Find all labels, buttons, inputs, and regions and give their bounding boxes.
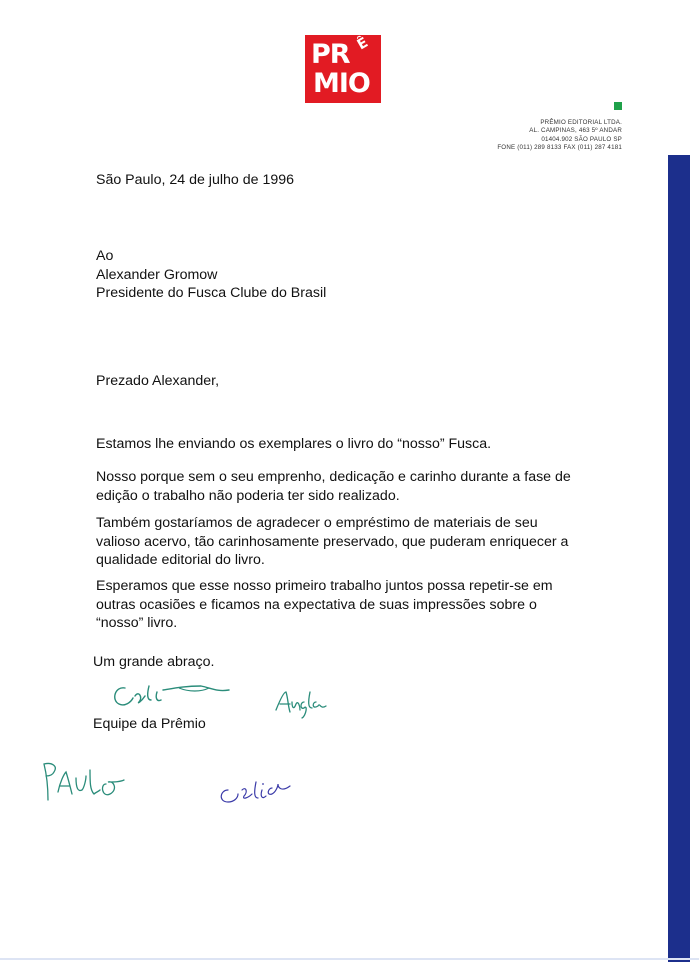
company-address bbox=[497, 119, 622, 153]
logo-accent: Ê bbox=[354, 34, 371, 54]
handwritten-signature-paulo bbox=[38, 760, 130, 806]
handwritten-signature-celia-2 bbox=[216, 772, 292, 806]
paragraph-line: outras ocasiões e ficamos na expectativa de suas impressões sobre o bbox=[96, 596, 537, 613]
paragraph-line: Estamos lhe enviando os exemplares o livro do “nosso” Fusca. bbox=[96, 436, 492, 452]
bottom-edge-line bbox=[0, 958, 699, 960]
address-line: FONE (011) 289 8133 FAX (011) 287 4181 bbox=[497, 144, 622, 152]
logo-line-2: MIO bbox=[313, 68, 370, 99]
blue-edge-bar bbox=[668, 155, 690, 962]
green-square-mark bbox=[614, 102, 622, 110]
paragraph-line: valioso acervo, tão carinhosamente preservado, que puderam enriquecer a bbox=[96, 533, 569, 550]
paragraph-3 bbox=[96, 514, 568, 570]
logo-line-1: PR bbox=[311, 39, 350, 70]
handwritten-signature-celia-1 bbox=[105, 678, 235, 714]
paragraph-line: edição o trabalho não poderia ter sido realizado. bbox=[96, 487, 400, 504]
handwritten-signature-angela bbox=[274, 688, 330, 722]
address-line: PRÊMIO EDITORIAL LTDA. bbox=[540, 119, 622, 126]
premio-logo bbox=[305, 35, 381, 103]
recipient-block bbox=[96, 247, 326, 303]
paragraph-4 bbox=[96, 577, 553, 633]
paragraph-line: Também gostaríamos de agradecer o empréstimo de materiais de seu bbox=[96, 515, 538, 531]
paragraph-2 bbox=[96, 468, 571, 505]
paragraph-1 bbox=[96, 435, 491, 454]
paragraph-line: “nosso” livro. bbox=[96, 615, 178, 631]
recipient-title: Presidente do Fusca Clube do Brasil bbox=[96, 285, 327, 301]
paragraph-line: Esperamos que esse nosso primeiro trabalho juntos possa repetir-se em bbox=[96, 578, 553, 594]
paragraph-line: Nosso porque sem o seu emprenho, dedicação e carinho durante a fase de bbox=[96, 469, 571, 485]
recipient-line: Ao bbox=[96, 248, 114, 264]
salutation: Prezado Alexander, bbox=[96, 373, 220, 389]
closing-line: Um grande abraço. bbox=[93, 654, 215, 670]
letter-date: São Paulo, 24 de julho de 1996 bbox=[96, 172, 295, 188]
paragraph-line: qualidade editorial do livro. bbox=[96, 552, 265, 568]
team-signoff: Equipe da Prêmio bbox=[93, 716, 206, 732]
address-line: 01404.902 SÃO PAULO SP bbox=[541, 135, 622, 143]
address-line: AL. CAMPINAS, 463 5º ANDAR bbox=[529, 127, 622, 135]
recipient-name: Alexander Gromow bbox=[96, 266, 218, 283]
